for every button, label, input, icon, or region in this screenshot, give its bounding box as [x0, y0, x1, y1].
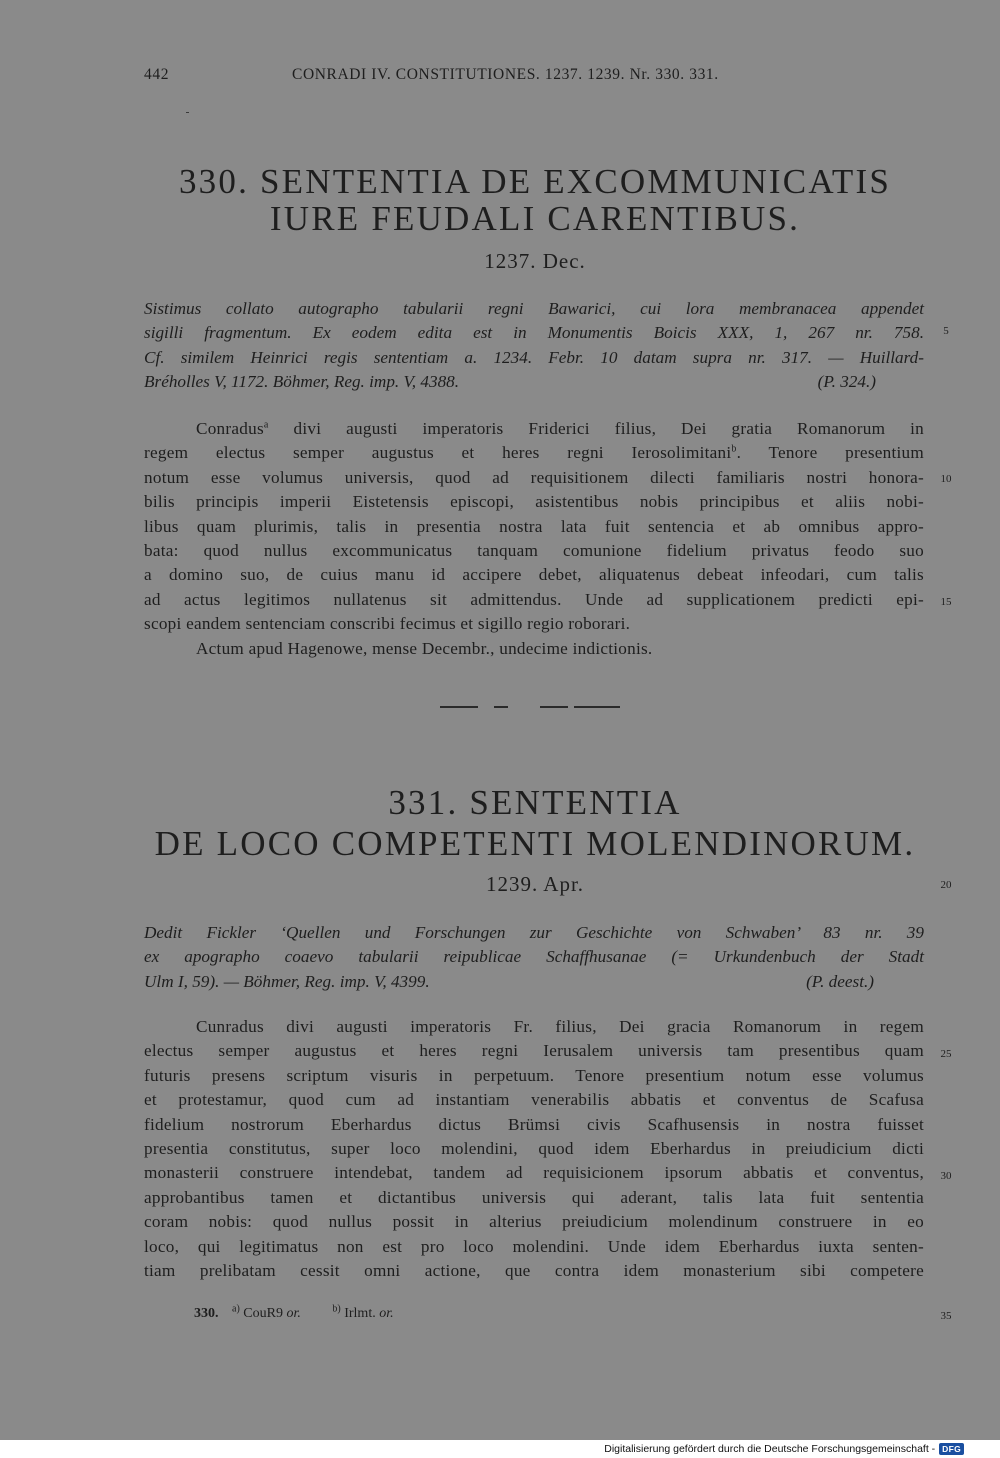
body-line: presentia constitutus, super loco molendini, quod idem Eberhardus in preiudicium dicti: [144, 1138, 924, 1158]
body-text: Conradus: [196, 419, 264, 438]
intro-line: Dedit Fickler ‘Quellen und Forschungen zur Geschichte von Schwaben’ 83 nr. 39: [144, 923, 924, 942]
footnote-a-mark: a): [232, 1303, 240, 1315]
margin-line-number: 15: [940, 596, 952, 608]
footnote-marker-b: b: [731, 443, 737, 455]
footnote-b-mark: b): [332, 1303, 341, 1315]
footnote-b-text: Irlmt.: [344, 1306, 376, 1321]
body-line: notum esse volumus universis, quod ad requisitionem dilecti familiaris nostri honora-: [144, 467, 924, 487]
body-line: bilis principis imperii Eistetensis episcopi, asistentibus nobis principibus et aliis nobi-: [144, 492, 924, 512]
doc331-title-line1: 331. SENTENTIA: [388, 783, 682, 822]
doc330-title-line2: IURE FEUDALI CARENTIBUS.: [269, 199, 801, 238]
body-line: Cunradus divi augusti imperatoris Fr. filius, Dei gracia Romanorum in regem: [196, 1017, 924, 1036]
credit-text: Digitalisierung gefördert durch die Deutsche Forschungsgemeinschaft -: [604, 1443, 936, 1455]
footnote-a-source: or.: [286, 1306, 301, 1321]
doc330-body: [144, 417, 924, 661]
margin-line-number: 5: [943, 325, 949, 337]
doc330-actum: Actum apud Hagenowe, mense Decembr., undecime indictionis.: [196, 638, 653, 658]
margin-line-number: 25: [940, 1048, 952, 1060]
body-line: et protestamur, quod cum ad instantiam venerabilis abbatis et conventus de Scafusa: [144, 1090, 924, 1110]
body-text: . Tenore presentium: [736, 443, 924, 463]
body-line: coram nobis: quod nullus possit in alterius preiudicium molendinum construere in eo: [144, 1212, 924, 1232]
intro-line: sigilli fragmentum. Ex eodem edita est in Monumentis Boicis XXX, 1, 267 nr. 758.: [144, 323, 924, 343]
body-text: regem electus semper augustus et heres regni Ierosolimitani: [144, 443, 732, 463]
margin-line-number: 20: [940, 879, 952, 891]
doc331-title-line2: DE LOCO COMPETENTI MOLENDINORUM.: [154, 824, 916, 863]
footnotes: [194, 1303, 394, 1322]
body-line: tiam prelibatam cessit omni actione, que contra idem monasterium sibi competere: [144, 1260, 924, 1280]
body-line: [144, 417, 924, 441]
doc330-provenance: (P. 324.): [817, 372, 876, 392]
footnote-b: [332, 1303, 394, 1321]
body-line: monasterii construere intendebat, tandem ad requisicionem ipsorum abbatis et conventus,: [144, 1163, 924, 1183]
intro-line: Cf. similem Heinrici regis sententiam a. 1234. Febr. 10 datam supra nr. 317. — Huillard-: [144, 347, 924, 367]
body-line: bata: quod nullus excommunicatus tanquam comunione fidelium privatus feodo suo: [144, 540, 924, 560]
body-line: electus semper augustus et heres regni Ierusalem universis tam presentibus quam: [144, 1041, 924, 1061]
dfg-logo-icon: DFG: [939, 1443, 964, 1455]
margin-line-number: 30: [940, 1170, 952, 1182]
body-line: futuris presens scriptum visuris in perpetuum. Tenore presentium notum esse volumus: [144, 1065, 924, 1085]
body-line: libus quam plurimis, talis in presentia nostra lata fuit sentencia et ab omnibus appro-: [144, 516, 924, 536]
ink-speck: [186, 112, 189, 113]
intro-line: Ulm I, 59). — Böhmer, Reg. imp. V, 4399.: [144, 971, 430, 991]
body-line: scopi eandem sentenciam conscribi fecimus et sigillo regio roborari.: [144, 614, 631, 634]
body-text: divi augusti imperatoris Friderici filius, Dei gratia Romanorum in: [268, 419, 924, 438]
section-separator: [440, 706, 630, 708]
footnote-a-text: CouR9: [243, 1306, 283, 1321]
body-line: a domino suo, de cuius manu id accipere debet, aliquatenus debeat infeodari, cum talis: [144, 565, 924, 585]
margin-line-number: 10: [940, 473, 952, 485]
digitization-credit: [604, 1443, 964, 1455]
running-header: [144, 66, 924, 90]
margin-line-number: 35: [940, 1310, 952, 1322]
doc331-date: 1239. Apr.: [485, 872, 585, 896]
doc330-title-line1: 330. SENTENTIA DE EXCOMMUNICATIS: [178, 162, 892, 201]
footnote-b-source: or.: [379, 1306, 394, 1321]
footnote-doc-ref: 330.: [194, 1306, 219, 1321]
running-title: CONRADI IV. CONSTITUTIONES. 1237. 1239. Nr. 330. 331.: [292, 66, 719, 83]
doc331-introduction: [144, 921, 924, 994]
body-line: loco, qui legitimatus non est pro loco molendini. Unde idem Eberhardus iuxta senten-: [144, 1236, 924, 1256]
intro-line: Bréholles V, 1172. Böhmer, Reg. imp. V, 4388.: [144, 372, 460, 392]
body-line: ad actus legitimos nullatenus sit admittendus. Unde ad supplicationem predicti epi-: [144, 589, 924, 609]
doc330-date: 1237. Dec.: [484, 249, 586, 273]
intro-line: ex apographo coaevo tabularii reipublicae Schaffhusanae (= Urkundenbuch der Stadt: [144, 947, 924, 967]
doc330-introduction: [144, 297, 924, 395]
doc331-provenance: (P. deest.): [806, 971, 874, 991]
footnote-a: [232, 1303, 304, 1321]
footnote-marker-a: a: [263, 419, 269, 431]
doc331-body: [144, 1015, 924, 1283]
intro-line: Sistimus collato autographo tabularii regni Bawarici, cui lora membranacea appendet: [144, 299, 924, 318]
body-line: approbantibus tamen et dictantibus universis qui aderant, talis lata fuit sententia: [144, 1187, 924, 1207]
body-line: [144, 441, 924, 465]
page-number: 442: [144, 66, 170, 83]
body-line: fidelium nostrorum Eberhardus dictus Brümsi civis Scafhusensis in nostra fuisset: [144, 1114, 924, 1134]
